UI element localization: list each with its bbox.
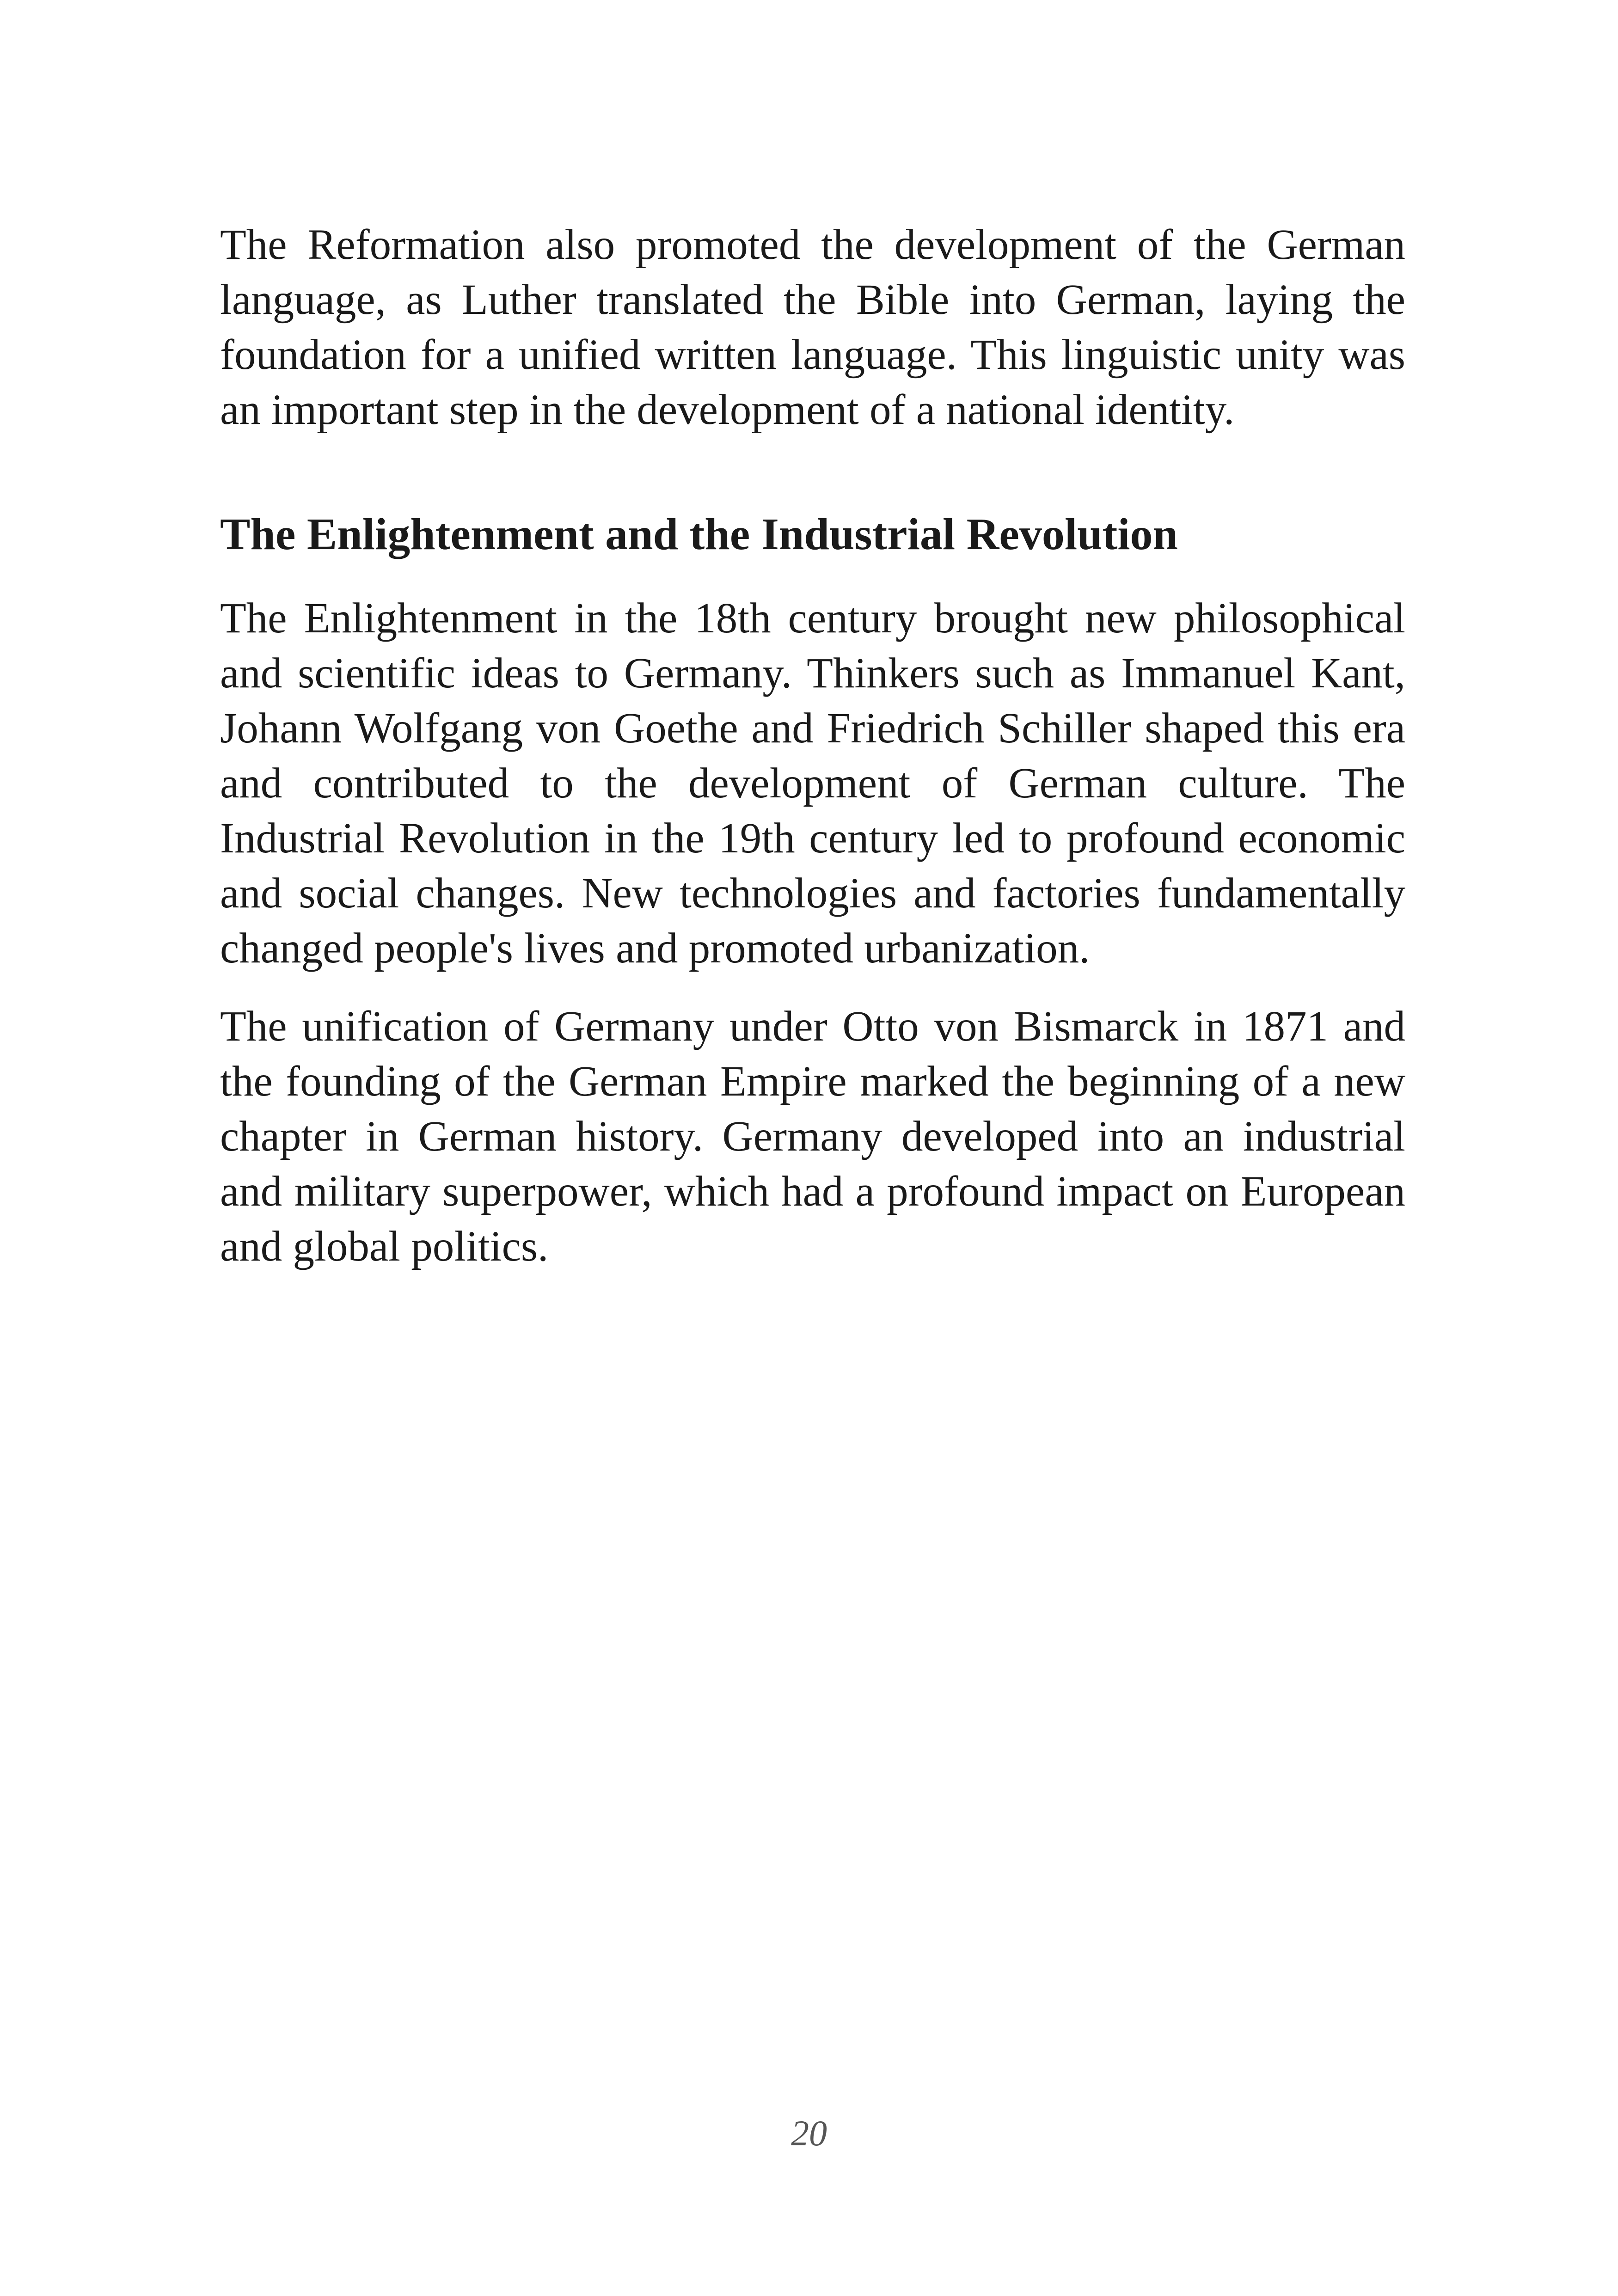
section-heading: The Enlightenment and the Industrial Revolution [220,509,1178,559]
page-body [220,217,1405,1274]
paragraph-enlightenment: The Enlightenment in the 18th century brought new philosophical and scientific ideas to Germany. Thinkers such as Immanuel Kant, Johann Wolfgang von Goethe and Friedrich Schiller shaped this era and contributed to the development of German culture. The Industrial Revolution in the 19th century led to profound economic and social changes. New technologies and factories fundamentally changed people's lives and promoted urbanization. [220,594,1405,972]
paragraph-reformation: The Reformation also promoted the development of the German language, as Luther translated the Bible into German, laying the foundation for a unified written language. This linguistic unity was an important step in the development of a national identity. [220,221,1405,434]
paragraph-unification: The unification of Germany under Otto von Bismarck in 1871 and the founding of the German Empire marked the beginning of a new chapter in German history. Germany developed into an industrial and military superpower, which had a profound impact on European and global politics. [220,1003,1405,1270]
page-number: 20 [791,2113,827,2153]
